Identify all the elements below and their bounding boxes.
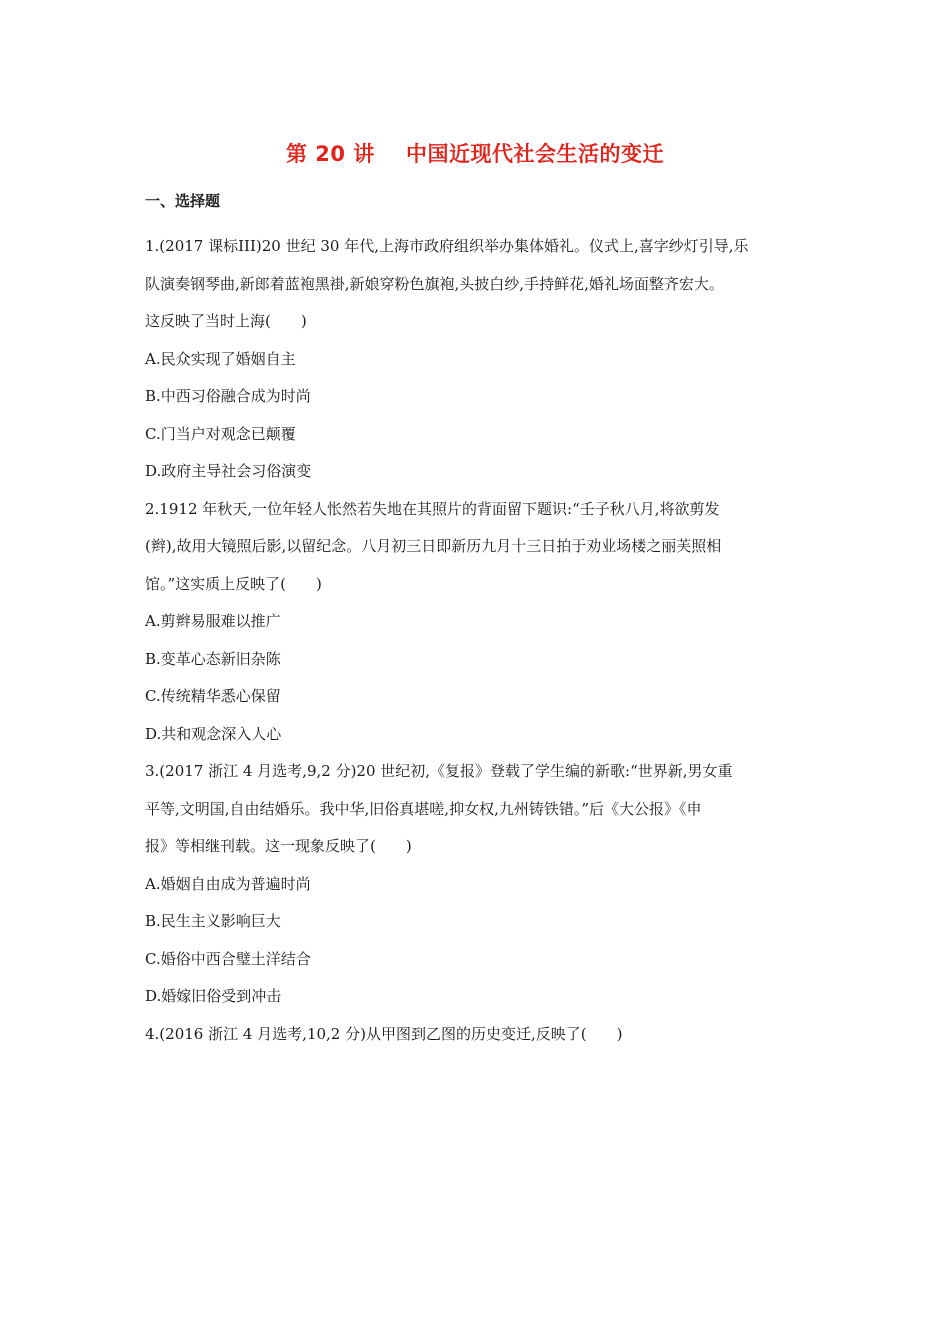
option-a: A.民众实现了婚姻自主 — [145, 349, 296, 368]
question-list — [145, 228, 810, 1053]
section-heading: 一、选择题 — [145, 192, 221, 210]
option-c: C.婚俗中西合璧土洋结合 — [145, 949, 311, 968]
page-title: 第 20 讲 中国近现代社会生活的变迁 — [285, 142, 665, 166]
question-stem-line: 队演奏钢琴曲,新郎着蓝袍黑褂,新娘穿粉色旗袍,头披白纱,手持鲜花,婚礼场面整齐宏大。 — [145, 274, 724, 293]
question-stem-line: 馆。”这实质上反映了( ) — [145, 574, 322, 593]
question-stem-line: 平等,文明国,自由结婚乐。我中华,旧俗真堪嗟,抑女权,九州铸铁错。”后《大公报》《申 — [145, 799, 702, 818]
option-a: A.剪辫易服难以推广 — [145, 612, 281, 630]
question-stem-line: 1.(2017 课标III)20 世纪 30 年代,上海市政府组织举办集体婚礼。仪式上,喜字纱灯引导,乐 — [145, 237, 749, 255]
option-a: A.婚姻自由成为普遍时尚 — [145, 874, 311, 893]
question-2 — [145, 491, 810, 754]
option-c: C.门当户对观念已颠覆 — [145, 424, 296, 443]
question-stem-line: 4.(2016 浙江 4 月选考,10,2 分)从甲图到乙图的历史变迁,反映了( ) — [145, 1024, 623, 1043]
question-3 — [145, 753, 810, 1016]
option-d: D.共和观念深入人心 — [145, 724, 282, 743]
question-4 — [145, 1016, 810, 1054]
option-b: B.变革心态新旧杂陈 — [145, 649, 281, 668]
option-b: B.民生主义影响巨大 — [145, 912, 281, 930]
question-stem-line: (辫),故用大镜照后影,以留纪念。八月初三日即新历九月十三日拍于劝业场楼之丽芙照相 — [145, 537, 722, 555]
option-b: B.中西习俗融合成为时尚 — [145, 387, 311, 405]
option-d: D.政府主导社会习俗演变 — [145, 462, 312, 480]
option-c: C.传统精华悉心保留 — [145, 687, 281, 705]
option-d: D.婚嫁旧俗受到冲击 — [145, 987, 282, 1005]
question-stem-line: 2.1912 年秋天,一位年轻人怅然若失地在其照片的背面留下题识:“壬子秋八月,将欲剪发 — [145, 499, 720, 518]
question-stem-line: 报》等相继刊载。这一现象反映了( ) — [145, 837, 412, 855]
question-stem-line: 3.(2017 浙江 4 月选考,9,2 分)20 世纪初,《复报》登载了学生编的新歌:“世界新,男女重 — [145, 762, 733, 780]
question-stem-line: 这反映了当时上海( ) — [145, 312, 307, 330]
question-1 — [145, 228, 810, 491]
